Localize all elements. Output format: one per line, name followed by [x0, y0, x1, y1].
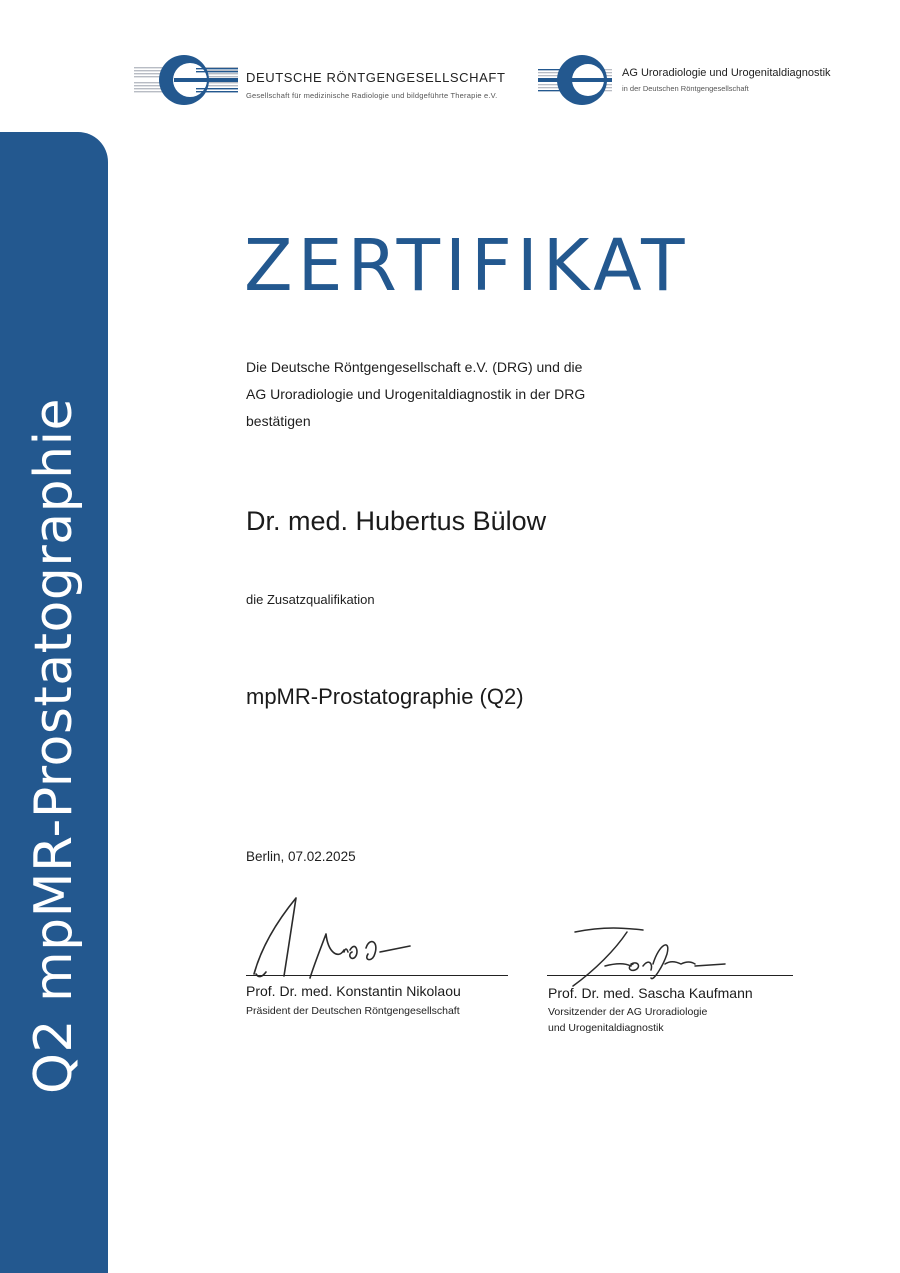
ag-name: AG Uroradiologie und Urogenitaldiagnostik — [622, 67, 831, 79]
signatory-1-role-line-1: Präsident der Deutschen Röntgengesellschaft — [246, 1005, 460, 1017]
intro-line-3: bestätigen — [246, 413, 311, 429]
recipient-name: Dr. med. Hubertus Bülow — [246, 506, 547, 536]
signature-line-1 — [246, 975, 508, 976]
sidebar-band — [0, 132, 108, 1273]
signatory-2-role — [548, 1004, 707, 1036]
signatory-1-role — [246, 1003, 460, 1019]
signatory-2-name: Prof. Dr. med. Sascha Kaufmann — [548, 985, 753, 1001]
qualification-label: die Zusatzqualifikation — [246, 592, 375, 607]
signature-nikolaou-icon — [248, 890, 438, 985]
drg-subtitle: Gesellschaft für medizinische Radiologie und bildgeführte Therapie e.V. — [246, 91, 498, 100]
signatory-2-role-line-2: und Urogenitaldiagnostik — [548, 1022, 664, 1034]
place-date: Berlin, 07.02.2025 — [246, 849, 356, 864]
ag-logo-icon — [538, 52, 612, 108]
sidebar-title: Q2 mpMR-Prostatographie — [24, 397, 84, 1095]
signature-line-2 — [547, 975, 793, 976]
drg-name: DEUTSCHE RÖNTGENGESELLSCHAFT — [246, 70, 506, 85]
intro-line-1: Die Deutsche Röntgengesellschaft e.V. (DRG) und die — [246, 359, 583, 375]
intro-line-2: AG Uroradiologie und Urogenitaldiagnostik in der DRG — [246, 386, 586, 402]
signatory-1-name: Prof. Dr. med. Konstantin Nikolaou — [246, 983, 461, 999]
signatory-2-role-line-1: Vorsitzender der AG Uroradiologie — [548, 1006, 708, 1018]
ag-subtitle: in der Deutschen Röntgengesellschaft — [622, 84, 749, 93]
qualification-name: mpMR-Prostatographie (Q2) — [246, 684, 524, 709]
intro-paragraph — [246, 354, 585, 435]
certificate-title: ZERTIFIKAT — [244, 224, 690, 307]
drg-logo-icon — [134, 52, 238, 108]
